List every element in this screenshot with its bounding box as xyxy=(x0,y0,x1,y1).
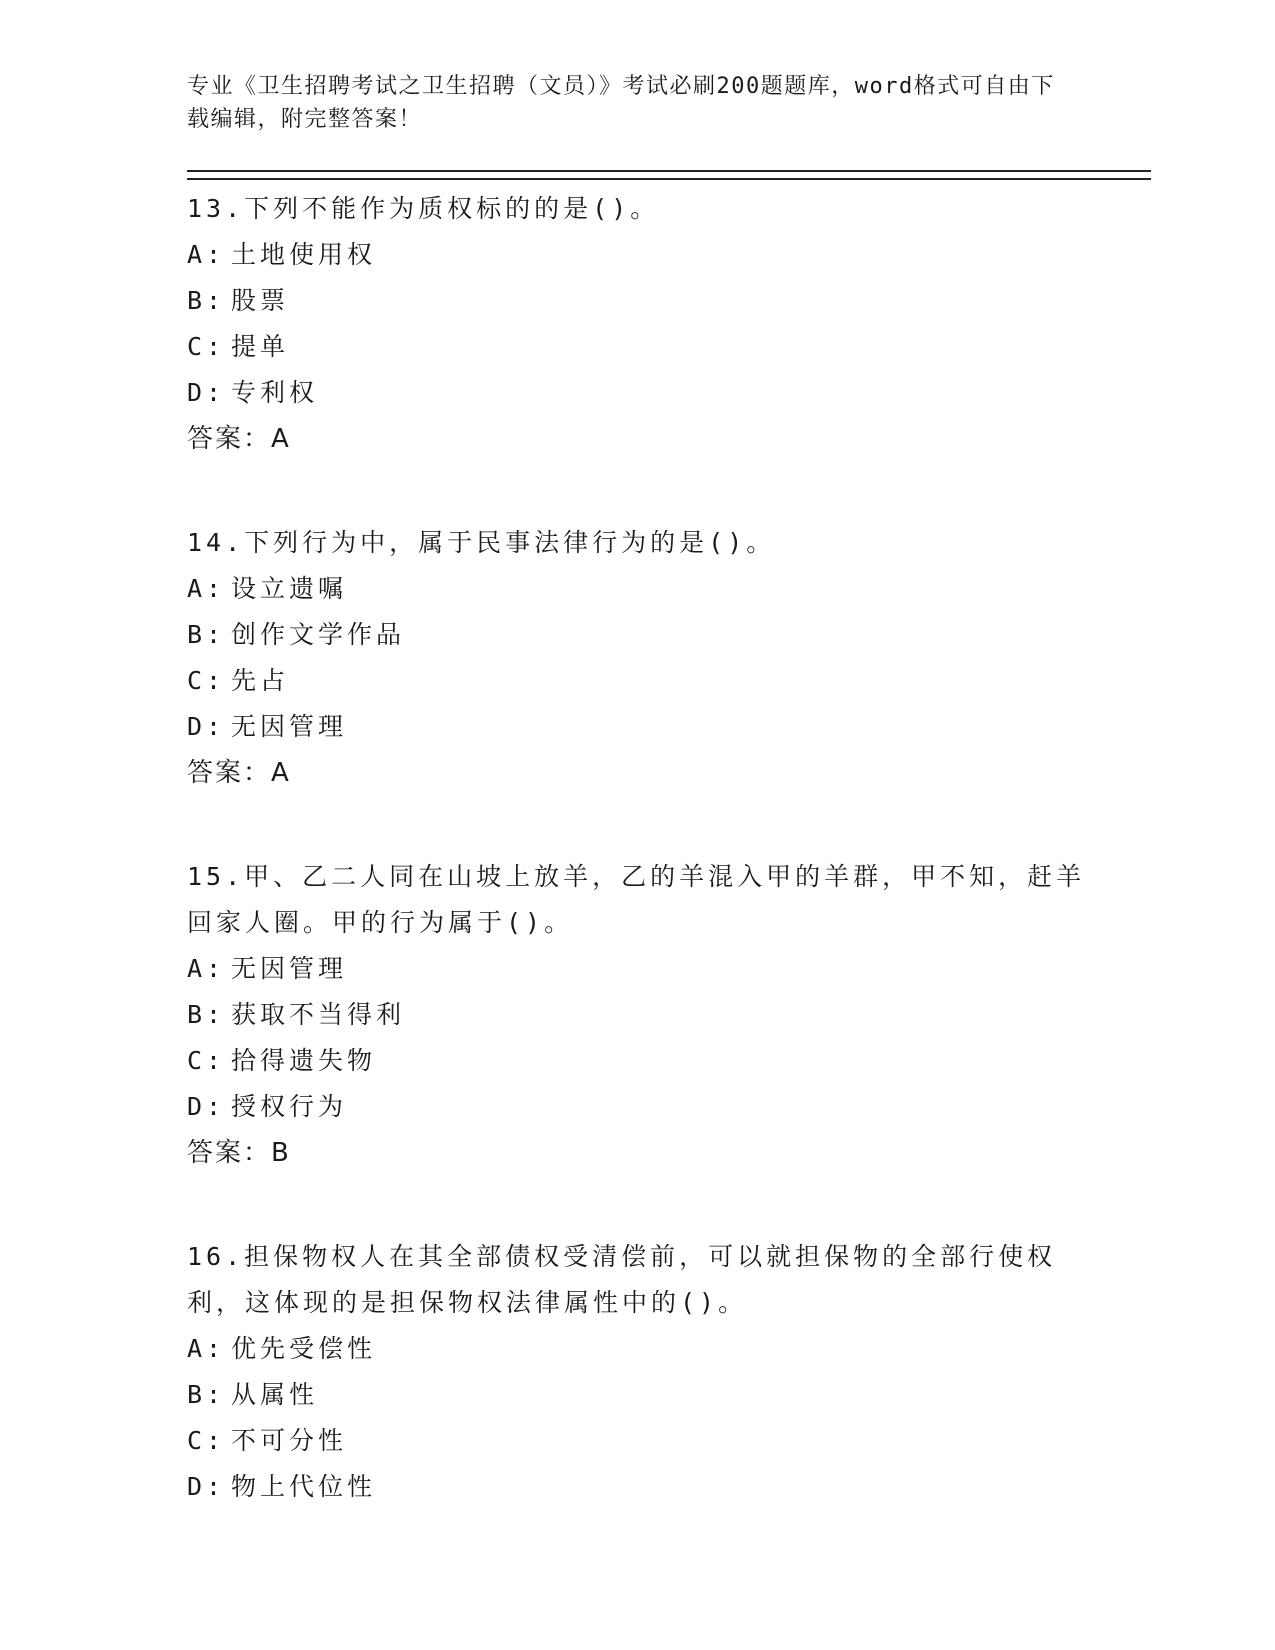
option-text: 授权行为 xyxy=(231,1092,348,1121)
option-letter: A: xyxy=(187,954,226,983)
option-text: 提单 xyxy=(231,332,290,361)
option-letter: A: xyxy=(187,240,226,269)
question-16 xyxy=(187,1234,1147,1510)
question-stem: 15.甲、乙二人同在山坡上放羊，乙的羊混入甲的羊群，甲不知，赶羊回家人圈。甲的行为属于()。 xyxy=(187,862,1086,937)
document-page xyxy=(187,70,1147,1510)
option-letter: B: xyxy=(187,286,226,315)
option-letter: B: xyxy=(187,620,226,649)
option-b xyxy=(187,278,1147,324)
option-text: 从属性 xyxy=(231,1380,319,1409)
option-b xyxy=(187,612,1147,658)
document-header: 专业《卫生招聘考试之卫生招聘（文员）》考试必刷200题题库，word格式可自由下载编辑，附完整答案！ xyxy=(187,74,1055,132)
option-a xyxy=(187,946,1147,992)
option-letter: C: xyxy=(187,332,226,361)
option-text: 优先受偿性 xyxy=(231,1334,377,1363)
question-15 xyxy=(187,854,1147,1176)
option-letter: A: xyxy=(187,574,226,603)
option-text: 专利权 xyxy=(231,378,319,407)
option-c xyxy=(187,324,1147,370)
question-spacer xyxy=(187,1176,1147,1234)
header-divider xyxy=(187,170,1151,180)
option-letter: C: xyxy=(187,1426,226,1455)
option-c xyxy=(187,658,1147,704)
option-letter: C: xyxy=(187,1046,226,1075)
option-text: 土地使用权 xyxy=(231,240,377,269)
option-text: 获取不当得利 xyxy=(231,1000,406,1029)
option-c xyxy=(187,1418,1147,1464)
option-letter: D: xyxy=(187,378,226,407)
option-text: 无因管理 xyxy=(231,954,348,983)
answer-line: 答案：B xyxy=(187,1138,291,1168)
option-letter: C: xyxy=(187,666,226,695)
option-letter: D: xyxy=(187,1472,226,1501)
option-a xyxy=(187,1326,1147,1372)
answer-line: 答案：A xyxy=(187,424,291,454)
option-letter: A: xyxy=(187,1334,226,1363)
option-d xyxy=(187,370,1147,416)
option-d xyxy=(187,1084,1147,1130)
option-letter: D: xyxy=(187,1092,226,1121)
option-a xyxy=(187,566,1147,612)
option-text: 设立遗嘱 xyxy=(231,574,348,603)
option-letter: D: xyxy=(187,712,226,741)
option-b xyxy=(187,992,1147,1038)
question-stem: 13.下列不能作为质权标的的是()。 xyxy=(187,194,660,223)
option-text: 拾得遗失物 xyxy=(231,1046,377,1075)
question-spacer xyxy=(187,462,1147,520)
answer-line: 答案：A xyxy=(187,758,291,788)
option-c xyxy=(187,1038,1147,1084)
question-spacer xyxy=(187,796,1147,854)
question-stem: 14.下列行为中，属于民事法律行为的是()。 xyxy=(187,528,776,557)
question-13 xyxy=(187,186,1147,462)
option-text: 物上代位性 xyxy=(231,1472,377,1501)
question-stem: 16.担保物权人在其全部债权受清偿前，可以就担保物的全部行使权利，这体现的是担保物权法律属性中的()。 xyxy=(187,1242,1057,1317)
option-text: 股票 xyxy=(231,286,290,315)
option-text: 先占 xyxy=(231,666,290,695)
option-d xyxy=(187,704,1147,750)
option-d xyxy=(187,1464,1147,1510)
option-text: 无因管理 xyxy=(231,712,348,741)
option-letter: B: xyxy=(187,1380,226,1409)
option-text: 创作文学作品 xyxy=(231,620,406,649)
option-a xyxy=(187,232,1147,278)
option-b xyxy=(187,1372,1147,1418)
option-letter: B: xyxy=(187,1000,226,1029)
option-text: 不可分性 xyxy=(231,1426,348,1455)
question-14 xyxy=(187,520,1147,796)
